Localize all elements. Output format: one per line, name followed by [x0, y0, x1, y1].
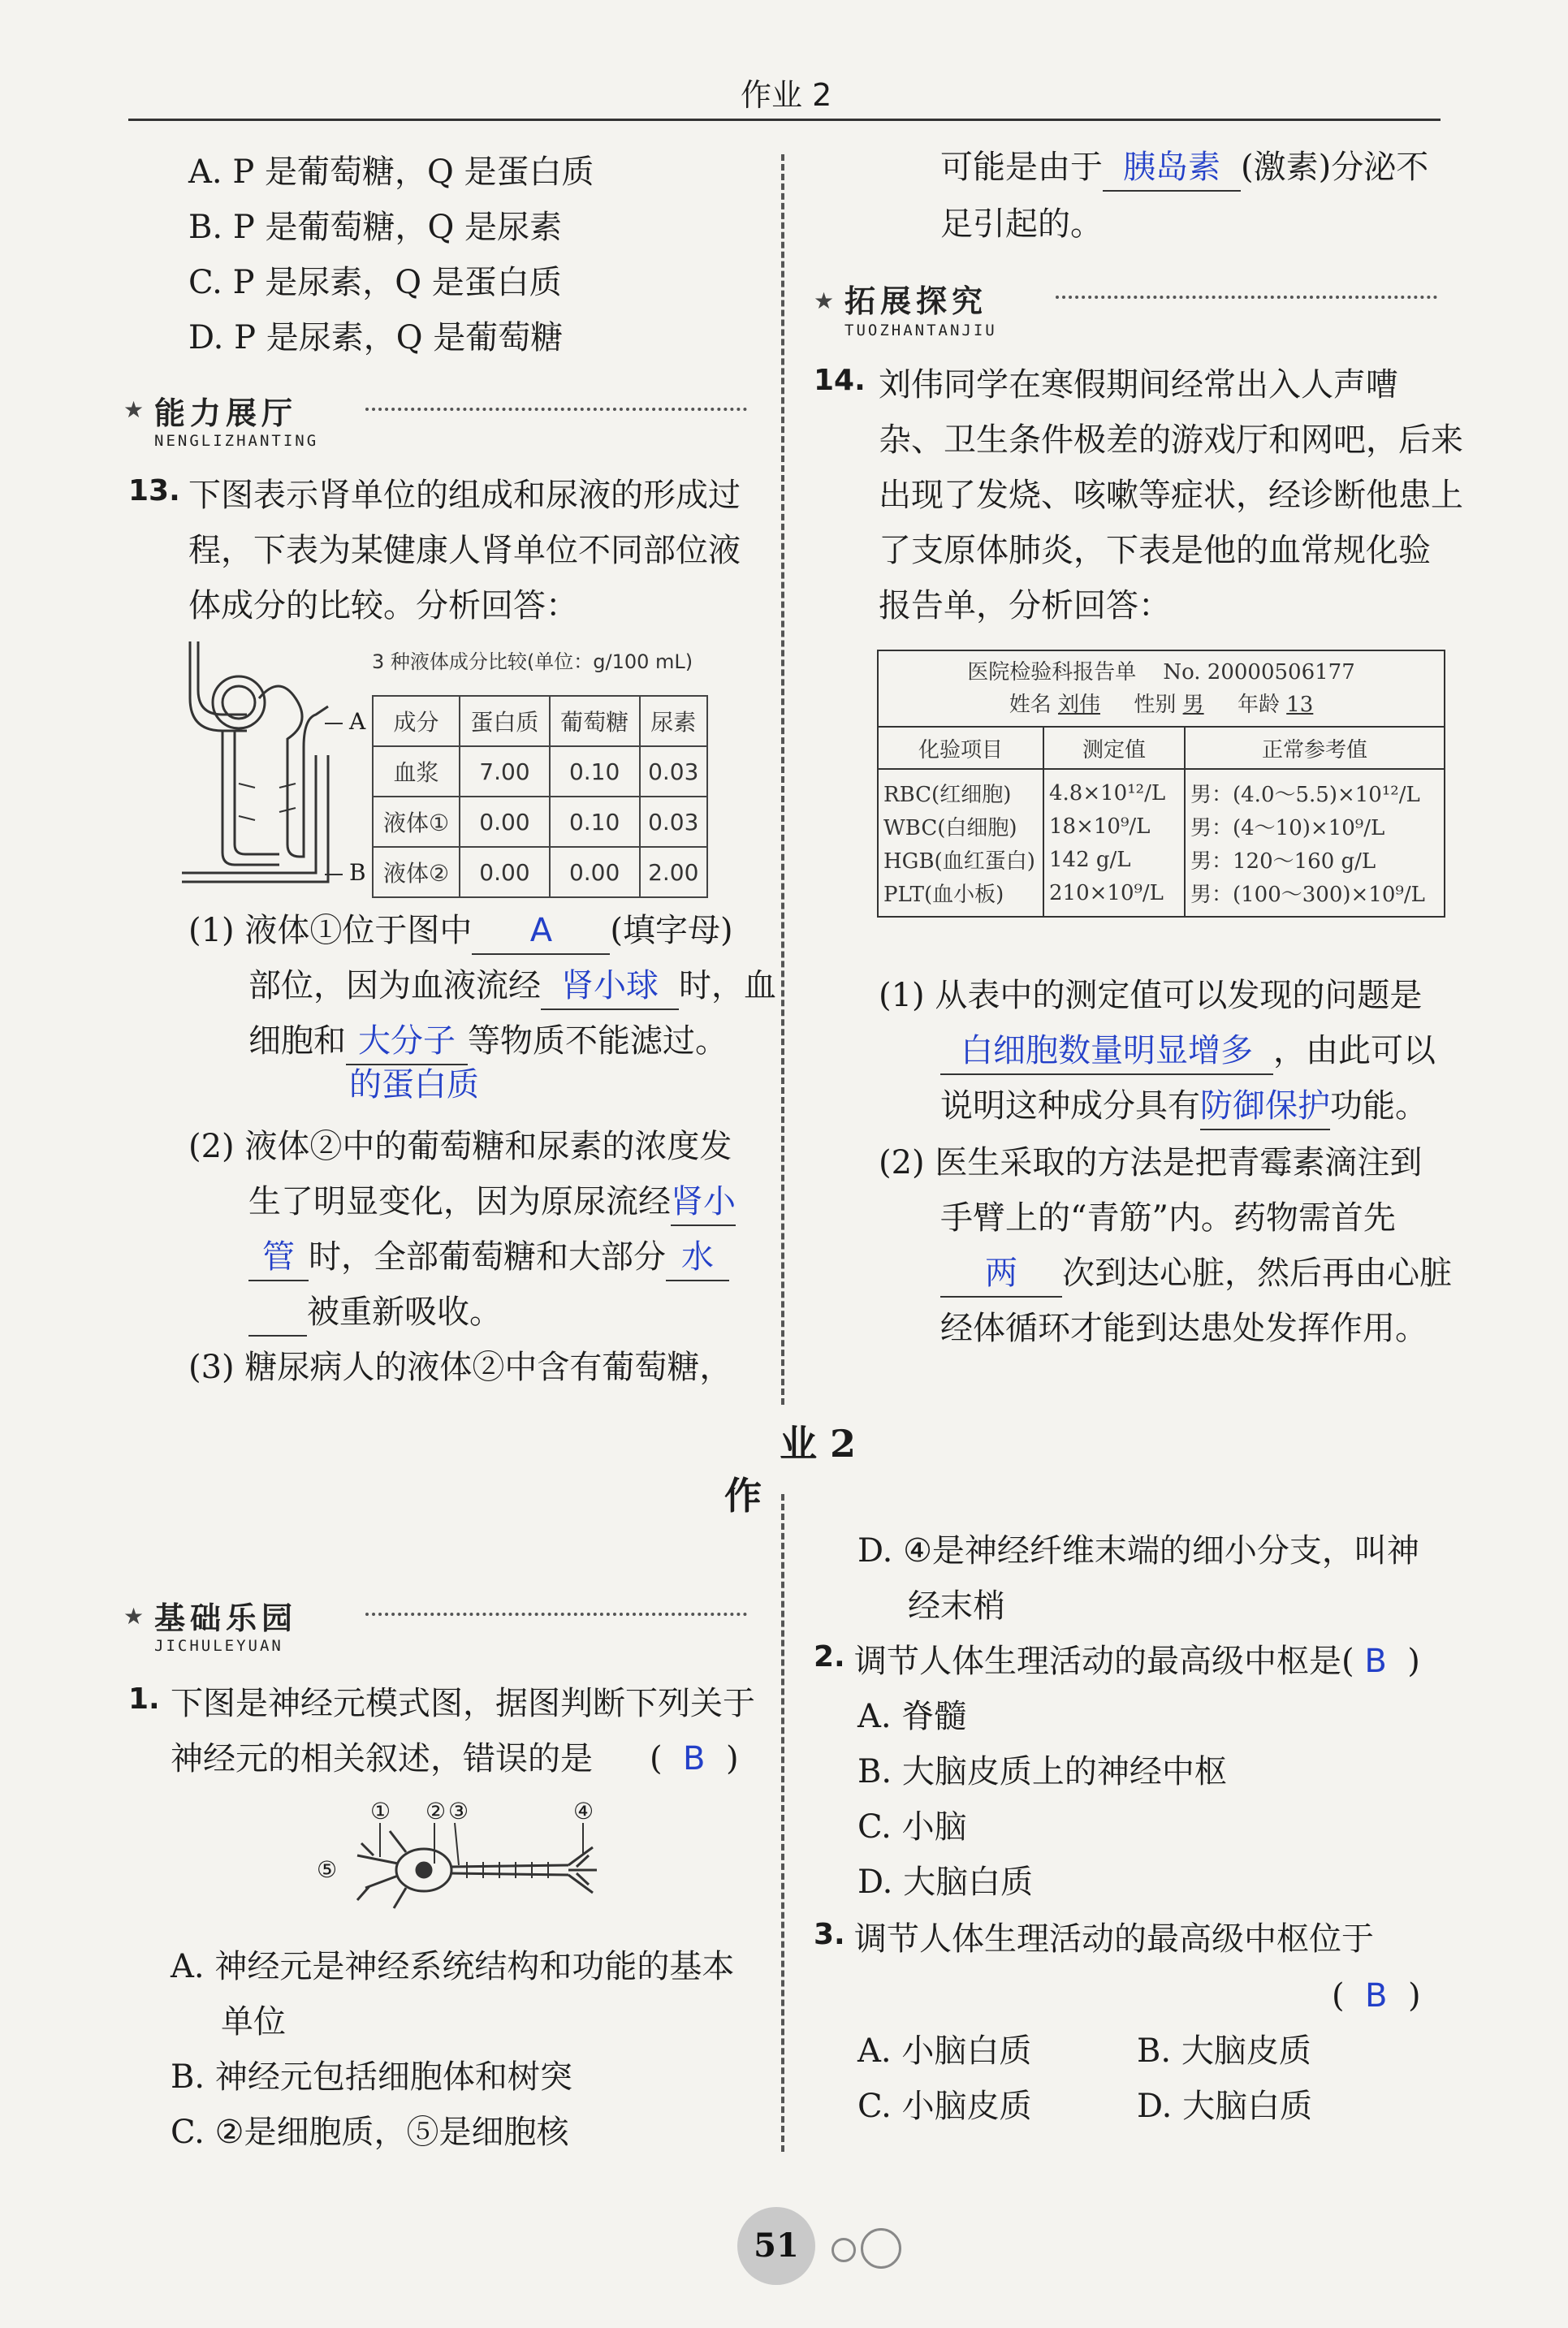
q1-stem-1: 下图是神经元模式图，据图判断下列关于: [171, 1685, 755, 1722]
q2-number: 2.: [814, 1640, 845, 1674]
table-cell: 0.03: [640, 746, 708, 797]
q13-stem-1: 下图表示肾单位的组成和尿液的形成过: [188, 477, 741, 514]
q1-option-d-cont: 经末梢: [908, 1587, 1005, 1625]
q13-p1-text-f: 等物质不能滤过。: [468, 1022, 728, 1060]
report-header-cell: 正常参考值: [1185, 727, 1445, 769]
table-cell: 液体①: [373, 797, 460, 847]
table-cell: 0.00: [460, 797, 550, 847]
neuron-label-4: ④: [573, 1798, 594, 1825]
q3-stem: 调节人体生理活动的最高级中枢位于: [854, 1920, 1374, 1958]
q13-p2-line2: [248, 1179, 736, 1226]
q2-answer[interactable]: B: [1364, 1643, 1387, 1680]
report-header-cell: 测定值: [1043, 727, 1185, 769]
q13-p1-text-a: (1) 液体①位于图中: [188, 912, 473, 949]
q1-paren-left: (: [650, 1740, 663, 1777]
banner-tuozhan-sub: TUOZHANTANJIU: [844, 322, 997, 339]
q14-p1-answer1: 白细胞数量明显增多: [961, 1032, 1253, 1069]
q14-p2-text-c: 次到达心脏，然后再由心脏: [1062, 1255, 1452, 1292]
q13-p1-text-e: 细胞和: [248, 1022, 346, 1060]
table-header-cell: 成分: [373, 696, 460, 746]
q3-option-c: C. 小脑皮质: [857, 2088, 1032, 2125]
report-row: [878, 810, 1445, 843]
q13-p2-text-d: 被重新吸收。: [307, 1294, 502, 1331]
banner-nengli-label: 能力展厅: [154, 395, 298, 431]
q13-p2-line1: (2) 液体②中的葡萄糖和尿素的浓度发: [188, 1128, 732, 1165]
q3-number: 3.: [814, 1918, 845, 1951]
q14-p1-line3: [940, 1083, 1428, 1130]
report-age: 13: [1286, 693, 1314, 717]
q13-stem-3: 体成分的比较。分析回答：: [188, 587, 578, 624]
report-row: [878, 769, 1445, 810]
q14-p2-line2: 手臂上的“青筋”内。药物需首先: [940, 1199, 1396, 1237]
q1-option-d: D. ④是神经纤维末端的细小分支，叫神: [857, 1532, 1419, 1570]
q1-option-a: A. 神经元是神经系统结构和功能的基本: [171, 1948, 735, 1985]
label-a-line: [325, 723, 343, 724]
neuron-label-5: ⑤: [317, 1856, 338, 1883]
option-c: C. P 是尿素，Q 是蛋白质: [188, 264, 562, 301]
report-cell: 男：(100～300)×10⁹/L: [1185, 876, 1445, 917]
decor-circle-large-icon: [861, 2228, 901, 2269]
right-cont-blank[interactable]: [1103, 145, 1241, 192]
table-header-cell: 尿素: [640, 696, 708, 746]
q13-fluid-table: [372, 695, 708, 898]
q1-option-b: B. 神经元包括细胞体和树突: [171, 2058, 572, 2096]
table-cell: 血浆: [373, 746, 460, 797]
table-cell: 0.00: [550, 847, 640, 897]
q2-option-a: A. 脊髓: [857, 1698, 967, 1735]
q13-p1-blank2[interactable]: [541, 963, 679, 1010]
header-rule: [128, 119, 1441, 121]
table-cell: 0.00: [460, 847, 550, 897]
right-cont-text-a: 可能是由于: [940, 149, 1103, 186]
right-cont-line2: 足引起的。: [940, 205, 1103, 243]
q14-stem-5: 报告单，分析回答：: [879, 587, 1171, 624]
q14-number: 14.: [814, 364, 866, 397]
report-sex-label: 性别: [1134, 693, 1177, 717]
q13-p1-text-c: 部位，因为血液流经: [248, 967, 541, 1004]
q1-stem-2: 神经元的相关叙述，错误的是: [171, 1740, 593, 1777]
q14-p1-blank2[interactable]: [1200, 1083, 1330, 1130]
q13-p2-line3: [248, 1234, 729, 1281]
q13-p2-text-b: 生了明显变化，因为原尿流经: [248, 1183, 671, 1220]
table-header-cell: 葡萄糖: [550, 696, 640, 746]
column-divider-top: [781, 154, 784, 1405]
q14-p2-answer1: 两: [985, 1255, 1017, 1292]
report-row: [878, 843, 1445, 876]
label-b-line: [325, 874, 343, 875]
report-cell: 男：(4～10)×10⁹/L: [1185, 810, 1445, 843]
table-header-cell: 蛋白质: [460, 696, 550, 746]
q14-stem-2: 杂、卫生条件极差的游戏厅和网吧，后来: [879, 421, 1463, 459]
q14-p1-blank1[interactable]: [940, 1028, 1273, 1075]
banner-jichu-label: 基础乐园: [154, 1600, 298, 1636]
q13-p2-blank2-cont[interactable]: [248, 1289, 307, 1337]
report-cell: 男：120～160 g/L: [1185, 843, 1445, 876]
q13-p2-blank1-cont[interactable]: [248, 1234, 309, 1281]
page-number: 51: [754, 2227, 799, 2265]
report-header-row: [878, 727, 1445, 769]
table-cell: 2.00: [640, 847, 708, 897]
report-cell: PLT(血小板): [878, 876, 1043, 917]
banner-nengli-sub: NENGLIZHANTING: [154, 432, 319, 450]
report-cell: 男：(4.0～5.5)×10¹²/L: [1185, 769, 1445, 810]
report-name-label: 姓名: [1009, 693, 1052, 717]
q14-p2-blank1[interactable]: [940, 1250, 1062, 1298]
report-header-cell: 化验项目: [878, 727, 1043, 769]
q13-p1-line1: [188, 908, 733, 955]
report-sex: 男: [1182, 693, 1204, 717]
q2-option-b: B. 大脑皮质上的神经中枢: [857, 1753, 1227, 1790]
right-cont-line1: [940, 145, 1428, 192]
q1-number: 1.: [128, 1682, 160, 1716]
banner-tuozhan-label: 拓展探究: [844, 283, 988, 319]
q13-p1-answer2: 肾小球: [561, 967, 659, 1004]
star-icon: ★: [123, 396, 145, 423]
header-title: 作业 2: [741, 77, 832, 113]
table-cell: 0.03: [640, 797, 708, 847]
right-cont-answer: 胰岛素: [1123, 149, 1220, 186]
report-cell: 4.8×10¹²/L: [1043, 769, 1185, 810]
q13-p3-line1: (3) 糖尿病人的液体②中含有葡萄糖，: [188, 1349, 732, 1386]
report-no: No. 20000506177: [1163, 660, 1355, 685]
table-row: [373, 847, 707, 897]
q14-stem-4: 了支原体肺炎，下表是他的血常规化验: [879, 532, 1431, 569]
banner-nengli-dots: [365, 408, 747, 411]
q3-paren-right: ): [1407, 1977, 1421, 2015]
decor-circle-small-icon: [832, 2238, 856, 2262]
section-title-line1: 业 2: [780, 1422, 857, 1466]
diagram-label-a: A: [349, 708, 366, 735]
star-icon: ★: [814, 287, 835, 314]
q14-report-table: [877, 650, 1445, 918]
q14-p2-line3: [940, 1250, 1452, 1298]
column-divider-bottom: [781, 1494, 784, 2152]
report-row: [878, 876, 1445, 917]
report-age-label: 年龄: [1237, 693, 1280, 717]
diagram-label-b: B: [349, 859, 366, 886]
q13-p1-answer1: A: [529, 912, 553, 949]
table-cell: 0.10: [550, 746, 640, 797]
table-row: [373, 746, 707, 797]
q13-p1-line2: [248, 963, 776, 1010]
option-a: A. P 是葡萄糖，Q 是蛋白质: [188, 153, 594, 191]
q13-p2-answer1-cont: 管: [262, 1238, 295, 1276]
banner-jichu-dots: [365, 1613, 747, 1616]
report-cell: 18×10⁹/L: [1043, 810, 1185, 843]
q2-option-d: D. 大脑白质: [857, 1864, 1034, 1901]
report-title-cell: [878, 650, 1445, 727]
q14-p1-line1: (1) 从表中的测定值可以发现的问题是: [879, 977, 1423, 1014]
q13-p1-blank1[interactable]: [472, 908, 610, 955]
banner-jichu: [122, 1588, 771, 1661]
q1-paren-right: ): [725, 1740, 739, 1777]
page-number-badge: [737, 2207, 815, 2285]
q13-p2-text-c: 时，全部葡萄糖和大部分: [309, 1238, 666, 1276]
q13-p2-blank1[interactable]: [671, 1179, 736, 1226]
banner-nengli: [122, 382, 771, 455]
option-d: D. P 是尿素，Q 是葡萄糖: [188, 319, 564, 356]
q13-number: 13.: [128, 474, 180, 507]
report-cell: HGB(血红蛋白): [878, 843, 1043, 876]
q13-p2-blank2[interactable]: [666, 1234, 729, 1281]
table-cell: 7.00: [460, 746, 550, 797]
q3-paren-left: (: [1332, 1977, 1345, 2015]
q13-p2-line4: [248, 1289, 502, 1337]
q3-option-b: B. 大脑皮质: [1137, 2032, 1311, 2070]
q2-stem: [854, 1639, 1420, 1684]
star-icon: ★: [123, 1603, 145, 1630]
report-title-row: [878, 650, 1445, 727]
q13-p2-answer2: 水: [681, 1238, 714, 1276]
q1-answer[interactable]: B: [683, 1740, 706, 1777]
banner-tuozhan: [812, 270, 1454, 343]
q14-p2-line4: 经体循环才能到达患处发挥作用。: [940, 1310, 1428, 1347]
q3-option-a: A. 小脑白质: [857, 2032, 1032, 2070]
neuron-label-2: ②: [425, 1798, 447, 1825]
q13-p1-answer3-cont: 的蛋白质: [349, 1066, 479, 1104]
report-name: 刘伟: [1057, 693, 1100, 717]
q14-p1-answer2: 防御保护: [1200, 1087, 1330, 1125]
table-cell: 液体②: [373, 847, 460, 897]
q2-option-c: C. 小脑: [857, 1808, 967, 1846]
q3-answer[interactable]: B: [1365, 1977, 1388, 2015]
report-cell: WBC(白细胞): [878, 810, 1043, 843]
neuron-label-1: ①: [370, 1798, 391, 1825]
q14-p1-text-b: ，由此可以: [1273, 1032, 1436, 1069]
q1-option-a-cont: 单位: [221, 2003, 286, 2041]
q13-p2-answer1: 肾小: [671, 1183, 736, 1220]
q3-option-d: D. 大脑白质: [1137, 2088, 1313, 2125]
q14-p1-line2: [940, 1028, 1436, 1075]
q1-option-c: C. ②是细胞质，⑤是细胞核: [171, 2114, 569, 2151]
banner-tuozhan-dots: [1056, 296, 1437, 299]
report-title: 医院检验科报告单: [967, 660, 1137, 685]
report-cell: 142 g/L: [1043, 843, 1185, 876]
q14-p2-line1: (2) 医生采取的方法是把青霉素滴注到: [879, 1144, 1423, 1181]
q2-paren-right: ): [1407, 1643, 1420, 1680]
banner-jichu-sub: JICHULEYUAN: [154, 1637, 283, 1655]
q13-p1-text-b: (填字母): [610, 912, 733, 949]
q14-p1-text-c: 说明这种成分具有: [940, 1087, 1200, 1125]
q13-stem-2: 程，下表为某健康人肾单位不同部位液: [188, 532, 741, 569]
q2-stem-text: 调节人体生理活动的最高级中枢是(: [854, 1643, 1354, 1680]
q13-p1-line3: [248, 1018, 728, 1065]
q14-stem-1: 刘伟同学在寒假期间经常出入人声嘈: [879, 366, 1398, 404]
q1-answer-paren: [650, 1736, 739, 1782]
neuron-label-3: ③: [448, 1798, 469, 1825]
table-cell: 0.10: [550, 797, 640, 847]
q3-answer-paren: [1332, 1973, 1421, 2019]
q14-stem-3: 出现了发烧、咳嗽等症状，经诊断他患上: [879, 477, 1463, 514]
nephron-diagram: [174, 641, 369, 885]
table-row: [373, 797, 707, 847]
section-title-line2: 作: [724, 1474, 762, 1518]
right-cont-text-b: (激素)分泌不: [1241, 149, 1429, 186]
report-cell: RBC(红细胞): [878, 769, 1043, 810]
q13-p1-answer3: 大分子: [358, 1022, 456, 1060]
table-header-row: [373, 696, 707, 746]
option-b: B. P 是葡萄糖，Q 是尿素: [188, 209, 562, 246]
q13-p1-text-d: 时，血: [679, 967, 776, 1004]
q14-p1-text-d: 功能。: [1330, 1087, 1428, 1125]
q13-table-caption: 3 种液体成分比较(单位：g/100 mL): [372, 650, 693, 673]
report-cell: 210×10⁹/L: [1043, 876, 1185, 917]
